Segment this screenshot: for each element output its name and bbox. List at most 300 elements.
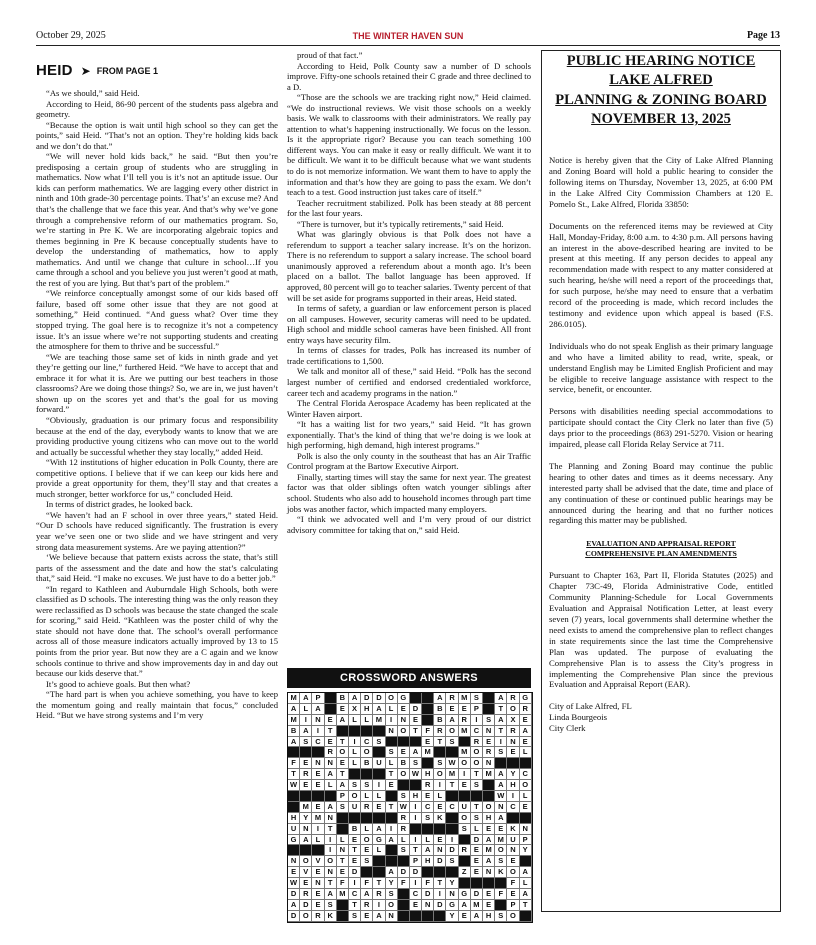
crossword-cell: M	[288, 693, 300, 704]
crossword-cell: E	[422, 791, 434, 802]
crossword-black-cell	[483, 780, 495, 791]
crossword-cell: D	[288, 911, 300, 922]
crossword-cell: U	[288, 824, 300, 835]
crossword-black-cell	[434, 867, 446, 878]
crossword-cell: A	[434, 693, 446, 704]
notice-title-line: PUBLIC HEARING NOTICE	[566, 53, 756, 69]
article-paragraph: ‘We believe because that pattern exists across the state, that’s still parts of the assessment and the date and how the stat’s calculating that,” said Heid. “I make no excuses. We just have to do a better job.”	[36, 552, 278, 584]
crossword-cell: I	[495, 737, 507, 748]
crossword-cell: F	[288, 758, 300, 769]
crossword-cell: L	[373, 845, 385, 856]
crossword-cell: O	[361, 835, 373, 846]
crossword-cell: D	[349, 867, 361, 878]
crossword-cell: D	[361, 693, 373, 704]
crossword-cell: O	[520, 780, 532, 791]
crossword-black-cell	[483, 704, 495, 715]
crossword-black-cell	[300, 845, 312, 856]
crossword-cell: N	[337, 845, 349, 856]
crossword-black-cell	[349, 726, 361, 737]
crossword-cell: E	[459, 911, 471, 922]
crossword-black-cell	[398, 856, 410, 867]
crossword-cell: D	[471, 835, 483, 846]
masthead-rule	[36, 45, 780, 46]
crossword-black-cell	[325, 693, 337, 704]
crossword-cell: T	[337, 769, 349, 780]
crossword-cell: Y	[507, 769, 519, 780]
crossword-cell: E	[325, 737, 337, 748]
crossword-cell: E	[410, 900, 422, 911]
crossword-cell: O	[507, 704, 519, 715]
crossword-cell: L	[373, 791, 385, 802]
crossword-cell: S	[471, 780, 483, 791]
subheading-line: COMPREHENSIVE PLAN AMENDMENTS	[585, 549, 737, 559]
crossword-cell: T	[520, 900, 532, 911]
crossword-black-cell	[507, 813, 519, 824]
crossword-cell: V	[300, 867, 312, 878]
crossword-cell: S	[337, 802, 349, 813]
crossword-cell: I	[410, 835, 422, 846]
notice-paragraph: The Planning and Zoning Board may continue the public hearing to other dates and times as it deems necessary. Any interested party shall be advised that the date, time and place of any continuation of these or continued public hearings may be announced during the hearing and that no further notices regarding this matter may be published.	[549, 460, 773, 526]
crossword-cell: O	[398, 769, 410, 780]
crossword-cell: A	[373, 704, 385, 715]
notice-subheading	[549, 539, 773, 559]
crossword-black-cell	[410, 693, 422, 704]
crossword-cell: S	[459, 824, 471, 835]
crossword-cell: T	[386, 769, 398, 780]
crossword-cell: A	[386, 867, 398, 878]
crossword-cell: L	[349, 715, 361, 726]
crossword-cell: A	[446, 715, 458, 726]
crossword-black-cell	[446, 824, 458, 835]
crossword-cell: K	[495, 867, 507, 878]
crossword-cell: A	[386, 835, 398, 846]
crossword-black-cell	[483, 693, 495, 704]
crossword-cell: R	[300, 889, 312, 900]
crossword-cell: E	[507, 889, 519, 900]
crossword-cell: A	[495, 780, 507, 791]
crossword-cell: R	[398, 813, 410, 824]
crossword-cell: H	[288, 813, 300, 824]
crossword-cell: H	[483, 911, 495, 922]
crossword-cell: N	[507, 845, 519, 856]
article-paragraph: “I think we advocated well and I’m very proud of our district advisory committee for taking that on,” said Heid.	[287, 514, 531, 535]
crossword-cell: D	[410, 704, 422, 715]
crossword-black-cell	[434, 747, 446, 758]
crossword-cell: M	[312, 813, 324, 824]
crossword-cell: D	[300, 900, 312, 911]
crossword-cell: Y	[446, 878, 458, 889]
crossword-black-cell	[471, 791, 483, 802]
crossword-cell: O	[337, 747, 349, 758]
crossword-cell: D	[471, 889, 483, 900]
crossword-cell: E	[483, 900, 495, 911]
notice-paragraph: Individuals who do not speak English as their primary language and who have a limited ability to read, write, speak, or understand English may be Limited English Proficient and may be eligible to receive language assistance with respect to the service, benefit, or encounter.	[549, 340, 773, 395]
crossword-cell: T	[325, 824, 337, 835]
crossword-cell: B	[434, 704, 446, 715]
crossword-cell: R	[312, 911, 324, 922]
crossword-cell: S	[398, 845, 410, 856]
article-paragraph: “Those are the schools we are tracking right now,” Heid claimed. “We do instructional reviews. We visit those schools on a weekly basis. We walk to classrooms with their administrators. We really pay attention to what’s happening instructionally. We focus on the lesson. Is it the appropriate rigor? Because you can teach something 100 different ways. You can make it easy or really difficult. We want it to be difficult. We want it to be difficult because what we want students to do is not memorize information. We want them to have to apply the information and that’s how they are going to pass the exam. We don’t teach to a test. Good instruction just takes care of itself.”	[287, 92, 531, 198]
crossword-cell: E	[312, 867, 324, 878]
crossword-cell: N	[434, 845, 446, 856]
crossword-cell: T	[495, 704, 507, 715]
crossword-cell: S	[446, 856, 458, 867]
crossword-cell: L	[386, 704, 398, 715]
crossword-cell: T	[410, 726, 422, 737]
crossword-black-cell	[288, 802, 300, 813]
crossword-cell: P	[312, 693, 324, 704]
crossword-cell: A	[422, 845, 434, 856]
crossword-black-cell	[483, 791, 495, 802]
crossword-cell: M	[459, 726, 471, 737]
crossword-cell: I	[325, 835, 337, 846]
crossword-black-cell	[312, 747, 324, 758]
crossword-cell: E	[507, 856, 519, 867]
crossword-cell: E	[300, 758, 312, 769]
crossword-cell: A	[325, 769, 337, 780]
crossword-cell: I	[410, 813, 422, 824]
article-paragraph: “Because the option is wait until high school so they can get the points,” said Heid. “That’s not an option. They’re holding kids back and we don’t do that.”	[36, 119, 278, 151]
crossword-black-cell	[398, 780, 410, 791]
crossword-cell: G	[288, 835, 300, 846]
crossword-cell: I	[300, 715, 312, 726]
crossword-black-cell	[422, 758, 434, 769]
crossword-black-cell	[459, 856, 471, 867]
crossword-cell: B	[337, 693, 349, 704]
crossword-cell: S	[361, 780, 373, 791]
crossword-cell: L	[520, 878, 532, 889]
crossword-cell: I	[410, 878, 422, 889]
crossword-cell: P	[471, 704, 483, 715]
crossword-cell: O	[471, 758, 483, 769]
crossword-black-cell	[520, 813, 532, 824]
crossword-black-cell	[459, 737, 471, 748]
crossword-cell: O	[386, 900, 398, 911]
crossword-cell: X	[507, 715, 519, 726]
crossword-cell: S	[495, 747, 507, 758]
crossword-cell: W	[288, 780, 300, 791]
crossword-cell: S	[434, 758, 446, 769]
crossword-cell: Y	[386, 878, 398, 889]
crossword-cell: O	[398, 726, 410, 737]
crossword-cell: I	[386, 824, 398, 835]
crossword-cell: P	[507, 900, 519, 911]
crossword-black-cell	[459, 791, 471, 802]
crossword-cell: S	[471, 693, 483, 704]
crossword-cell: A	[325, 889, 337, 900]
crossword-cell: E	[349, 856, 361, 867]
crossword-cell: A	[520, 726, 532, 737]
crossword-black-cell	[386, 791, 398, 802]
crossword-cell: A	[495, 715, 507, 726]
crossword-cell: E	[361, 845, 373, 856]
crossword-cell: K	[434, 813, 446, 824]
crossword-cell: B	[349, 824, 361, 835]
crossword-cell: O	[507, 911, 519, 922]
crossword-cell: P	[410, 856, 422, 867]
crossword-black-cell	[495, 900, 507, 911]
article-title: HEID	[36, 61, 73, 79]
crossword-cell: O	[446, 726, 458, 737]
crossword-black-cell	[446, 747, 458, 758]
crossword-black-cell	[446, 791, 458, 802]
crossword-cell: N	[386, 726, 398, 737]
masthead	[36, 30, 780, 44]
article-paragraph: “As we should,” said Heid.	[46, 88, 140, 98]
crossword-cell: N	[386, 911, 398, 922]
crossword-black-cell	[422, 715, 434, 726]
crossword-cell: E	[483, 737, 495, 748]
crossword-cell: E	[312, 769, 324, 780]
crossword-cell: S	[446, 737, 458, 748]
crossword-cell: E	[312, 900, 324, 911]
crossword-cell: E	[471, 856, 483, 867]
crossword-cell: N	[312, 758, 324, 769]
crossword-cell: I	[349, 878, 361, 889]
crossword-cell: R	[325, 747, 337, 758]
crossword-cell: I	[471, 715, 483, 726]
crossword-cell: F	[398, 878, 410, 889]
crossword-cell: A	[337, 780, 349, 791]
crossword-cell: H	[422, 769, 434, 780]
crossword-black-cell	[434, 824, 446, 835]
crossword-black-cell	[410, 824, 422, 835]
crossword-cell: E	[520, 802, 532, 813]
crossword-cell: E	[483, 824, 495, 835]
crossword-cell: K	[325, 911, 337, 922]
crossword-cell: C	[471, 726, 483, 737]
crossword-cell: C	[349, 889, 361, 900]
crossword-cell: E	[495, 824, 507, 835]
crossword-cell: U	[507, 835, 519, 846]
crossword-cell: W	[398, 802, 410, 813]
crossword-cell: N	[507, 737, 519, 748]
crossword-cell: T	[471, 802, 483, 813]
article-paragraph: According to Heid, Polk County saw a number of D schools improve. Fifty-one schools retained their C grade and three declined to a D.	[287, 60, 531, 92]
crossword-cell: E	[312, 889, 324, 900]
article-paragraph: Polk is also the only county in the southeast that has an Air Traffic Control program at the Bartow Executive Airport.	[287, 450, 531, 472]
article-paragraph: What was glaringly obvious is that Polk does not have a referendum to support a teacher salary increase. It’s on the horizon. There is no referendum to support a salary increase. The school board unanimously approved a referendum about a month ago. It’s been placed on a ballot. The ballot language has been approved. If approved, 80 percent will go to teacher salaries. Twenty percent of that will be set aside for programs supported in their areas, Heid stated.	[287, 229, 531, 303]
crossword-cell: H	[507, 780, 519, 791]
crossword-cell: F	[422, 878, 434, 889]
article-paragraph: “The hard part is when you achieve something, you have to keep the momentum going and really maintain that focus,” concluded Heid. “But we have strong systems and I’m very	[36, 689, 278, 721]
article-paragraph: “There is turnover, but it’s typically retirements,” said Heid.	[297, 218, 504, 229]
notice-title-line: LAKE ALFRED	[609, 72, 713, 89]
crossword-cell: Y	[446, 911, 458, 922]
crossword-cell: T	[349, 900, 361, 911]
crossword-cell: S	[398, 791, 410, 802]
crossword-black-cell	[520, 758, 532, 769]
crossword-cell: M	[446, 769, 458, 780]
crossword-cell: A	[300, 835, 312, 846]
crossword-cell: M	[471, 900, 483, 911]
crossword-cell: O	[325, 856, 337, 867]
crossword-cell: F	[495, 889, 507, 900]
crossword-cell: E	[386, 780, 398, 791]
crossword-cell: C	[520, 769, 532, 780]
crossword-cell: D	[434, 900, 446, 911]
crossword-cell: S	[471, 813, 483, 824]
crossword-cell: O	[349, 791, 361, 802]
crossword-cell: I	[507, 791, 519, 802]
crossword-cell: A	[300, 693, 312, 704]
crossword-cell: M	[495, 835, 507, 846]
notice-paragraph: Notice is hereby given that the City of Lake Alfred Planning and Zoning Board will hold a public hearing to consider the following items on Thursday, November 13, 2025, at 6:00 PM in the Lake Alfred City Commission Chambers at 120 E. Pomelo St., Lake Alfred, Florida 33850:	[549, 155, 773, 209]
jump-line: FROM PAGE 1	[96, 65, 159, 76]
crossword-black-cell	[386, 737, 398, 748]
crossword-cell: I	[312, 726, 324, 737]
article-paragraph: “We will never hold kids back,” he said. “But then you’re predisposing a certain group of students who are struggling in mathematics. Now what I’ll tell you is it’s not an aptitude issue. Our kids can perform mathematics. We are lagging every other district in ninth and 10th grade-30 percentage points. That’s’ an excuse me? And that’s the challenge that we face this year. And that’s why we’ve gone through a comprehensive reform of our mathematics program. So, we’re starting in Pre K. We are incorporating algebraic topics and themes beginning in Pre K because conceptually students have to develop the understanding of mathematics, how to apply mathematics. And until we change that culture in school…If you came through a school and you believe you just weren’t good at math, the rest of you are lying. But that’s part of the problem.”	[36, 151, 278, 288]
crossword-cell: T	[446, 780, 458, 791]
crossword-cell: G	[373, 835, 385, 846]
crossword-black-cell	[373, 747, 385, 758]
crossword-cell: O	[386, 693, 398, 704]
crossword-cell: N	[495, 802, 507, 813]
crossword-cell: I	[434, 780, 446, 791]
crossword-cell: A	[337, 715, 349, 726]
crossword-black-cell	[446, 867, 458, 878]
crossword-cell: T	[386, 802, 398, 813]
crossword-cell: X	[349, 704, 361, 715]
crossword-black-cell	[373, 813, 385, 824]
crossword-cell: R	[422, 780, 434, 791]
article-body-2	[287, 50, 531, 535]
crossword-cell: E	[520, 715, 532, 726]
crossword-cell: N	[483, 726, 495, 737]
crossword-cell: N	[325, 758, 337, 769]
crossword-cell: A	[483, 856, 495, 867]
newspaper-name: THE WINTER HAVEN SUN	[352, 31, 464, 41]
article-paragraph: In terms of district grades, he looked back.	[46, 499, 193, 510]
crossword-cell: L	[312, 835, 324, 846]
crossword-cell: A	[471, 911, 483, 922]
crossword-cell: E	[312, 802, 324, 813]
crossword-cell: G	[398, 693, 410, 704]
crossword-cell: E	[361, 911, 373, 922]
crossword-cell: A	[459, 900, 471, 911]
crossword-black-cell	[325, 791, 337, 802]
crossword-cell: D	[434, 856, 446, 867]
crossword-cell: O	[300, 911, 312, 922]
crossword-cell: E	[312, 780, 324, 791]
crossword-cell: L	[520, 791, 532, 802]
crossword-cell: W	[410, 769, 422, 780]
crossword-cell: E	[459, 704, 471, 715]
crossword-black-cell	[410, 911, 422, 922]
crossword-cell: E	[288, 867, 300, 878]
crossword-black-cell	[361, 769, 373, 780]
crossword-cell: T	[434, 737, 446, 748]
crossword-cell: E	[300, 780, 312, 791]
crossword-black-cell	[422, 693, 434, 704]
crossword-cell: R	[459, 715, 471, 726]
crossword-cell: I	[325, 845, 337, 856]
crossword-cell: N	[325, 813, 337, 824]
public-hearing-notice	[541, 50, 781, 912]
crossword-cell: B	[434, 715, 446, 726]
crossword-cell: F	[337, 878, 349, 889]
crossword-cell: E	[398, 704, 410, 715]
crossword-cell: H	[410, 791, 422, 802]
page-number: Page 13	[746, 30, 780, 41]
crossword-cell: I	[386, 715, 398, 726]
crossword-cell: R	[483, 747, 495, 758]
crossword-cell: R	[300, 769, 312, 780]
article-header	[36, 58, 278, 84]
crossword-cell: L	[325, 780, 337, 791]
crossword-cell: O	[300, 856, 312, 867]
crossword-black-cell	[422, 911, 434, 922]
crossword-cell: E	[446, 704, 458, 715]
crossword-cell: R	[446, 693, 458, 704]
article-paragraph: “It has a waiting list for two years,” said Heid. “It has grown exponentially. That’s the kind of thing that we’re doing is we look at high performing, high demand, high interest programs.”	[287, 419, 531, 451]
crossword-cell: R	[361, 802, 373, 813]
crossword-cell: L	[422, 835, 434, 846]
crossword-cell: A	[520, 889, 532, 900]
crossword-cell: H	[483, 813, 495, 824]
crossword-cell: A	[495, 693, 507, 704]
crossword-cell: C	[312, 737, 324, 748]
crossword-black-cell	[386, 813, 398, 824]
crossword-black-cell	[398, 900, 410, 911]
crossword-cell: E	[422, 737, 434, 748]
crossword-cell: A	[495, 813, 507, 824]
crossword-cell: I	[410, 802, 422, 813]
crossword-cell: T	[349, 845, 361, 856]
crossword-cell: D	[398, 867, 410, 878]
crossword-cell: E	[434, 835, 446, 846]
crossword-cell: D	[446, 845, 458, 856]
crossword-cell: Y	[520, 845, 532, 856]
crossword-cell: L	[349, 758, 361, 769]
crossword-cell: E	[373, 802, 385, 813]
crossword-cell: A	[312, 704, 324, 715]
crossword-cell: A	[361, 889, 373, 900]
crossword-cell: E	[434, 802, 446, 813]
crossword-cell: R	[434, 726, 446, 737]
crossword-black-cell	[386, 856, 398, 867]
crossword-black-cell	[300, 747, 312, 758]
notice-paragraph: Pursuant to Chapter 163, Part II, Florida Statutes (2025) and Chapter 73C-49, Florida Administrative Code, entitled Community Planning-Schedule for Local Governments Evaluation and Appraisal Notification Letter, at least every seven (7) years, local governments shall determine whether the need exists to amend the comprehensive plan to reflect changes in state requirements since the last time the Comprehensive Plan was updated. The purpose of evaluating the Comprehensive Plan is to assess the City’s progress in implementing the Comprehensive Plan since the previous Evaluation and Appraisal Report (EAR).	[549, 570, 773, 690]
crossword-cell: I	[434, 889, 446, 900]
crossword-black-cell	[361, 867, 373, 878]
crossword-cell: N	[288, 856, 300, 867]
crossword-cell: C	[507, 802, 519, 813]
crossword-black-cell	[520, 911, 532, 922]
crossword-cell: O	[459, 813, 471, 824]
crossword-cell: L	[349, 747, 361, 758]
crossword-cell: A	[288, 737, 300, 748]
crossword-cell: O	[483, 802, 495, 813]
crossword-cell: T	[410, 845, 422, 856]
crossword-cell: S	[325, 900, 337, 911]
notice-title-line: PLANNING & ZONING BOARD	[555, 91, 767, 108]
crossword-black-cell	[459, 878, 471, 889]
crossword-cell: G	[459, 889, 471, 900]
crossword-cell: L	[434, 791, 446, 802]
notice-title-line: NOVEMBER 13, 2025	[591, 110, 731, 127]
crossword-cell: M	[483, 769, 495, 780]
crossword-cell: C	[422, 802, 434, 813]
crossword-cell: N	[300, 824, 312, 835]
crossword-cell: T	[325, 878, 337, 889]
crossword-black-cell	[422, 867, 434, 878]
article-paragraph: Finally, starting times will stay the same for next year. The greatest factor was that older siblings often watch younger siblings after school. Students who also add to household incomes through part time jobs was another factor, which impacted many employers.	[287, 471, 531, 514]
crossword-cell: T	[337, 737, 349, 748]
crossword-cell: L	[520, 747, 532, 758]
article-paragraph: The Central Florida Aerospace Academy has been replicated at the Winter Haven airport.	[287, 398, 531, 419]
crossword-cell: I	[459, 769, 471, 780]
